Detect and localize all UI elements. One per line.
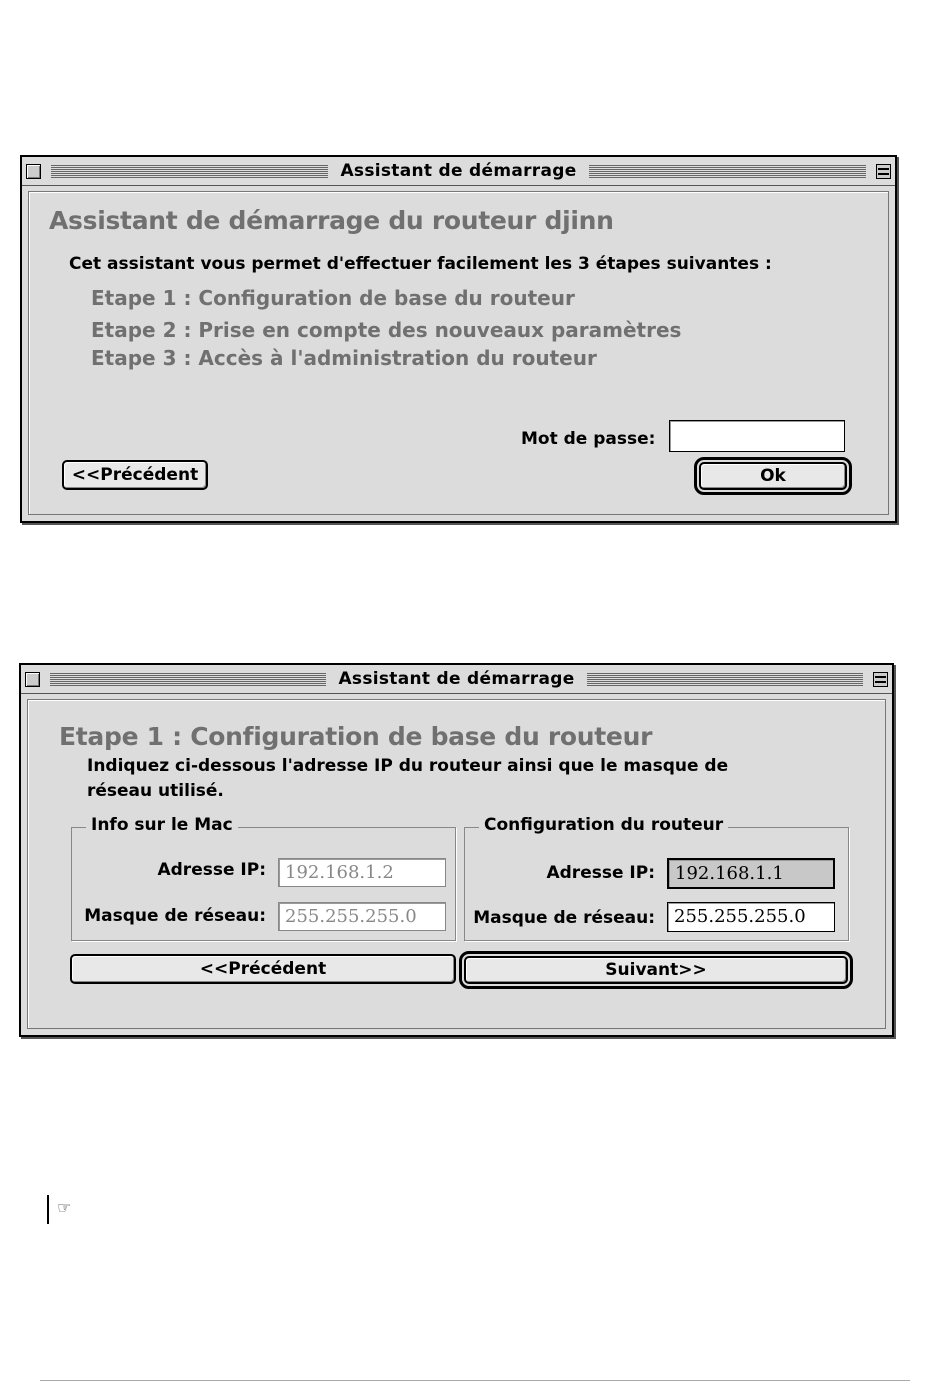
ip-label: Adresse IP:	[157, 860, 266, 880]
step-1-text: Etape 1 : Configuration de base du routeur	[91, 286, 575, 310]
previous-button[interactable]: <<Précédent	[62, 460, 208, 490]
title-bar[interactable]	[22, 157, 895, 186]
window-title: Assistant de démarrage	[340, 161, 577, 181]
next-button[interactable]: Suivant>>	[464, 956, 848, 984]
mac-ip-field: 192.168.1.2	[278, 858, 446, 887]
group-label: Info sur le Mac	[86, 815, 238, 835]
pointing-hand-icon: ☞	[57, 1198, 72, 1217]
startup-assistant-window	[20, 155, 897, 523]
instructions-line-1: Indiquez ci-dessous l'adresse IP du routeur ainsi que le masque de	[87, 756, 729, 776]
page-title: Assistant de démarrage du routeur djinn	[49, 206, 614, 235]
group-label: Configuration du routeur	[479, 815, 728, 835]
instructions-line-2: réseau utilisé.	[87, 781, 224, 801]
title-bar[interactable]	[21, 665, 892, 694]
note-marker	[47, 1195, 49, 1224]
intro-text: Cet assistant vous permet d'effectuer facilement les 3 étapes suivantes :	[69, 254, 772, 274]
collapse-box-icon[interactable]	[876, 164, 891, 179]
collapse-box-icon[interactable]	[873, 672, 888, 687]
window-content	[27, 699, 886, 1029]
previous-button[interactable]: <<Précédent	[70, 954, 456, 984]
startup-assistant-window-step1	[19, 663, 894, 1037]
password-label: Mot de passe:	[521, 429, 656, 449]
ok-button[interactable]: Ok	[699, 462, 847, 490]
page-title: Etape 1 : Configuration de base du routeur	[59, 722, 653, 751]
ip-label: Adresse IP:	[546, 863, 655, 883]
mask-label: Masque de réseau:	[84, 906, 266, 926]
mask-label: Masque de réseau:	[473, 908, 655, 928]
router-ip-field[interactable]: 192.168.1.1	[667, 858, 835, 889]
step-2-text: Etape 2 : Prise en compte des nouveaux paramètres	[91, 318, 682, 342]
router-config-group	[464, 815, 849, 941]
password-field[interactable]	[669, 420, 845, 452]
window-content	[28, 191, 889, 515]
window-title: Assistant de démarrage	[338, 669, 575, 689]
router-mask-field[interactable]: 255.255.255.0	[667, 902, 835, 932]
close-box-icon[interactable]	[25, 672, 40, 687]
footer-divider	[40, 1380, 910, 1381]
mac-info-group	[71, 815, 456, 941]
close-box-icon[interactable]	[26, 164, 41, 179]
step-3-text: Etape 3 : Accès à l'administration du routeur	[91, 346, 597, 370]
mac-mask-field: 255.255.255.0	[278, 902, 446, 931]
